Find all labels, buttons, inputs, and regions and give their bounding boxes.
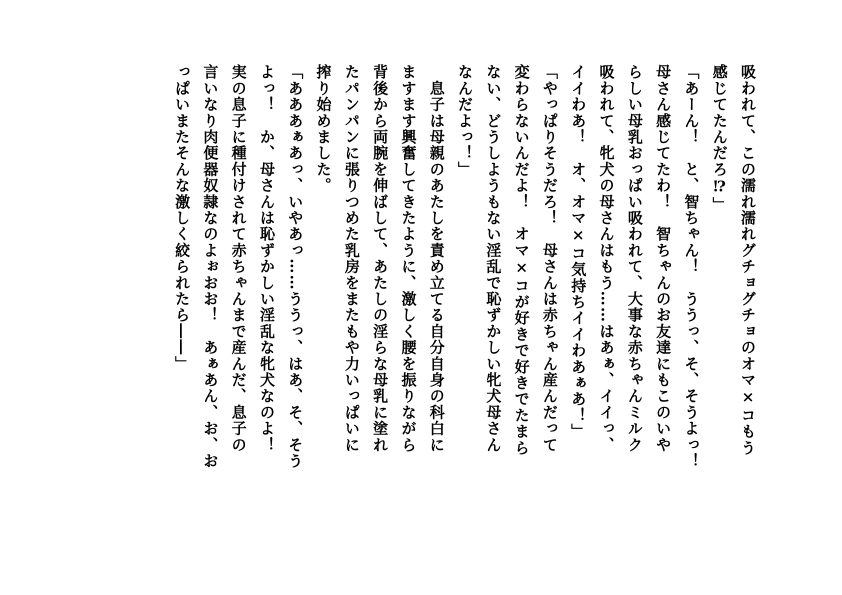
text-line: っぱいまたそんな激しく絞られたら――」: [173, 64, 192, 372]
text-line: 搾り始めました。: [314, 64, 333, 194]
text-line: 吸われて、牝犬の母さんはもう……はあぁ、イイっ、: [597, 64, 616, 453]
text-line: 感じてたんだろ⁉」: [710, 64, 729, 213]
text-line: たパンパンに張りつめた乳房をまたもや力いっぱいに: [342, 64, 361, 453]
text-line: ない、どうしようもない淫乱で恥ずかしい牝犬母さん: [484, 64, 503, 453]
text-line: 「あーん！ と、智ちゃん！ ううっ、そ、そうよっ！: [682, 64, 701, 469]
text-line: 母さん感じてたわ！ 智ちゃんのお友達にもこのいや: [654, 64, 673, 453]
text-line: なんだよっ！」: [456, 64, 475, 178]
vertical-text-body: [168, 64, 762, 534]
text-line: 吸われて、この濡れ濡れグチョグチョのオマ×コもう: [739, 64, 757, 456]
text-line: 「やっぱりそうだろ！ 母さんは赤ちゃん産んだって: [540, 64, 559, 453]
text-line: 実の息子に種付けされて赤ちゃんまで産んだ、息子の: [229, 64, 248, 453]
text-line: 言いなり肉便器奴隷なのよぉおお！ あぁあん、お、お: [201, 64, 220, 469]
text-line: 息子は母親のあたしを責め立てる自分自身の科白に: [427, 64, 446, 453]
text-line: 「あああぁあっ、いやあっ……ううっ、はあ、そ、そう: [286, 64, 305, 469]
text-line: 背後から両腕を伸ばして、あたしの淫らな母乳に塗れ: [371, 64, 390, 453]
text-line: よっ！ か、母さんは恥ずかしい淫乱な牝犬なのよ！: [257, 64, 276, 453]
text-line: らしい母乳おっぱい吸われて、大事な赤ちゃんミルク: [625, 64, 644, 453]
text-line: イイわあ！ オ、オマ×コ気持ちイイわあぁあ！」: [569, 64, 588, 440]
text-line: 変わらないんだよ！ オマ×コが好きで好きでたまら: [512, 64, 531, 456]
text-line: ますます興奮してきたように、激しく腰を振りながら: [399, 64, 418, 453]
